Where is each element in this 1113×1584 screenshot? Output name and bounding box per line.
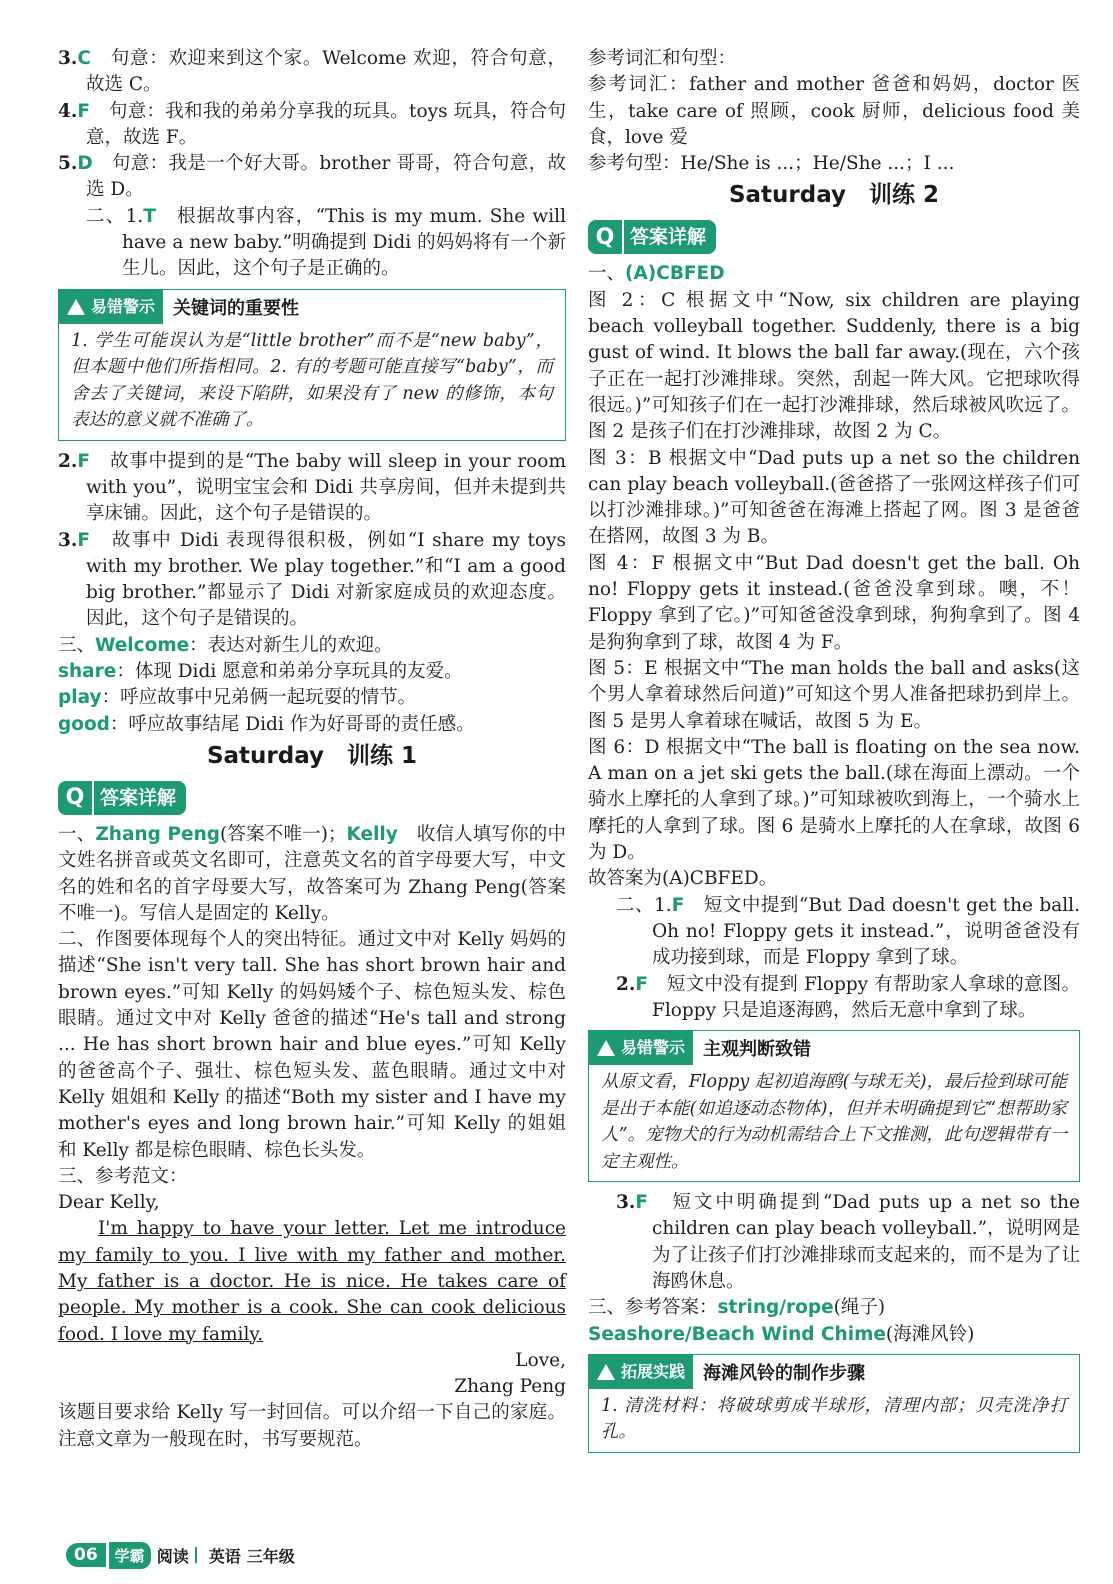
footer-divider <box>195 1547 197 1563</box>
letter-body: I'm happy to have your letter. Let me introduce my family to you. I live with my father and mother. My father is a doctor. He is nice. He takes care of people. My mother is a cook. She can cook delicious food. I love my family. <box>58 1218 566 1345</box>
warning-title: 主观判断致错 <box>703 1039 812 1061</box>
training2-part1: 一、(A)CBFED <box>588 263 725 285</box>
training2-part3: 三、参考答案：string/rope(绳子) <box>588 1297 886 1319</box>
reference-heading: 参考词汇和句型： <box>588 48 737 69</box>
letter-greeting: Dear Kelly, <box>58 1192 160 1214</box>
warning-icon <box>597 1040 615 1056</box>
answer-detail-header-2: Q 答案详解 <box>588 219 1080 255</box>
warning-box-subjective <box>588 1030 1080 1182</box>
part2-answer-2: 2.F 故事中提到的是“The baby will sleep in your room with you”，说明宝宝会和 Didi 共享房间，但并未提到共享床铺。因此，这个句子是错误的。 <box>58 450 566 525</box>
part3-share: share：体现 Didi 愿意和弟弟分享玩具的友爱。 <box>58 661 463 683</box>
warning-body: 1. 学生可能误认为是“little brother”而不是“new baby”，但本题中他们所指相同。2. 有的考题可能直接写“baby”，而舍去了关键词，来设下陷阱，如果没有了 new 的修饰，本句表达的意义就不准确了。 <box>71 330 553 431</box>
practice-tag: 拓展实践 <box>589 1355 693 1389</box>
section-title-training-1: Saturday 训练 1 <box>206 742 418 769</box>
part3-good: good：呼应故事结尾 Didi 作为好哥哥的责任感。 <box>58 713 475 735</box>
training2-part2-2: 2.F 短文中没有提到 Floppy 有帮助家人拿球的意图。Floppy 只是追逐海鸥，然后无意中拿到了球。 <box>616 973 1080 1021</box>
footer-grade: 三年级 <box>246 1546 295 1566</box>
answer-4: 4.F 句意：我和我的弟弟分享我的玩具。toys 玩具，符合句意，故选 F。 <box>58 100 566 148</box>
right-column <box>588 46 1080 1461</box>
letter-closing: Love, <box>515 1349 566 1371</box>
picture-5-explain: 图 5：E 根据文中“The man holds the ball and asks(这个男人拿着球然后问道)”可知这个男人准备把球扔到岸上。图 5 是男人拿着球在喊话，故图 5 为 E。 <box>588 657 1080 732</box>
footer-subject: 英语 <box>208 1546 241 1566</box>
picture-4-explain: 图 4：F 根据文中“But Dad doesn't get the ball. Oh no! Floppy gets it instead.(爸爸没拿到球。噢，不！Floppy 拿到了它。)”可知爸爸没拿到球，狗狗拿到了。图 4 是狗狗拿到了球，故图 4 为 F。 <box>588 552 1080 653</box>
reference-vocab: 参考词汇：father and mother 爸爸和妈妈，doctor 医生，take care of 照顾，cook 厨师，delicious food 美食，love 爱 <box>588 74 1080 148</box>
brand-badge: 学霸 <box>109 1542 151 1569</box>
practice-box-windchime <box>588 1354 1080 1453</box>
warning-tag: 易错警示 <box>589 1031 693 1065</box>
section-title-training-2: Saturday 训练 2 <box>728 182 940 209</box>
training1-part2: 二、作图要体现每个人的突出特征。通过文中对 Kelly 妈妈的描述“She isn't very tall. She has short brown hair and brown eyes.”可知 Kelly 的妈妈矮个子、棕色短头发、棕色眼睛。通过文中对 Kelly 爸爸的描述“He's tall and strong ... He has short brown hair and blue eyes.”可知 Kelly 的爸爸高个子、强壮、棕色短头发、蓝色眼睛。通过文中对 Kelly 姐姐和 Kelly 的描述“Both my sister and I have my mother's eyes and long brown hair.”可知 Kelly 的姐姐和 Kelly 都是棕色眼睛、棕色长头发。 <box>58 929 566 1161</box>
warning-body: 从原文看，Floppy 起初追海鸥(与球无关)，最后捡到球可能是出于本能(如追逐动态物体)，但并未明确提到它“想帮助家人”。宠物犬的行为动机需结合上下文推测，此句逻辑带有一定主观性。 <box>601 1072 1067 1172</box>
training2-part2-3: 3.F 短文中明确提到“Dad puts up a net so the children can play beach volleyball.”，说明网是为了让孩子们打沙滩排球而支起来的，而不是为了让海鸥休息。 <box>616 1192 1080 1292</box>
training2-part2-1: 二、1.F 短文中提到“But Dad doesn't get the ball. Oh no! Floppy gets it instead.”，说明爸爸没有成功接到球，而是 Floppy 拿到了球。 <box>616 894 1080 969</box>
warning-title: 关键词的重要性 <box>173 297 300 319</box>
part2-answer-3: 3.F 故事中 Didi 表现得很积极，例如“I share my toys with my brother. We play together.”和“I am a good big brother.”都显示了 Didi 对新家庭成员的欢迎态度。因此，这个句子是错误的。 <box>58 529 566 630</box>
warning-box-keyword <box>58 289 566 441</box>
search-icon: Q <box>58 781 92 815</box>
left-column <box>58 46 566 1453</box>
answer-detail-header: Q 答案详解 <box>58 780 566 816</box>
warning-tag: 易错警示 <box>59 290 163 324</box>
picture-2-explain: 图 2：C 根据文中“Now, six children are playing beach volleyball together. Suddenly, there is a big gust of wind. It blows the ball far away.(现在，六个孩子正在一起打沙滩排球。突然，刮起一阵大风。它把球吹得很远。)”可知孩子们在一起打沙滩排球，然后球被风吹远了。图 2 是孩子们在打沙滩排球，故图 2 为 C。 <box>588 289 1080 443</box>
answer-5: 5.D 句意：我是一个好大哥。brother 哥哥，符合句意，故选 D。 <box>58 153 566 201</box>
footer-reading: 阅读 <box>156 1546 189 1566</box>
picture-6-explain: 图 6：D 根据文中“The ball is floating on the sea now. A man on a jet ski gets the ball.(球在海面上漂动。一个骑水上摩托的人拿到了球。)”可知球被吹到海上，一个骑水上摩托的人拿到了球。图 6 是骑水上摩托的人在拿球，故图 6 为 D。 <box>588 736 1080 864</box>
part2-answer-1: 二、1.T 根据故事内容，“This is my mum. She will have a new baby.”明确提到 Didi 的妈妈将有一个新生儿。因此，这个句子是正确的。 <box>86 205 566 280</box>
practice-title: 海滩风铃的制作步骤 <box>703 1362 866 1384</box>
training1-part3: 三、参考范文： <box>58 1165 188 1187</box>
search-icon: Q <box>588 220 622 254</box>
practice-body: 1. 清洗材料：将破球剪成半球形，清理内部；贝壳洗净打孔。 <box>601 1395 1067 1443</box>
part3-play: play：呼应故事中兄弟俩一起玩耍的情节。 <box>58 687 417 709</box>
picture-3-explain: 图 3：B 根据文中“Dad puts up a net so the children can play beach volleyball.(爸爸搭了一张网这样孩子们可以打沙滩排球。)”可知爸爸在海滩上搭起了网。图 3 是爸爸在搭网，故图 3 为 B。 <box>588 447 1080 548</box>
reference-sentences: 参考句型：He/She is ...；He/She ...；I ... <box>588 153 955 175</box>
warning-icon <box>67 299 85 315</box>
page-footer <box>66 1540 295 1570</box>
letter-signature: Zhang Peng <box>454 1376 566 1398</box>
training1-part1: 一、Zhang Peng(答案不唯一)；Kelly 收信人填写你的中文姓名拼音或英文名即可，注意英文名的首字母要大写，中文名的姓和名的首字母要大写，故答案可为 Zhang Peng(答案不唯一)。写信人是固定的 Kelly。 <box>58 823 566 924</box>
letter-note: 该题目要求给 Kelly 写一封回信。可以介绍一下自己的家庭。注意文章为一般现在时，书写要规范。 <box>58 1402 566 1450</box>
answer-3: 3.C 句意：欢迎来到这个家。Welcome 欢迎，符合句意，故选 C。 <box>58 48 566 96</box>
part1-final-answer: 故答案为(A)CBFED。 <box>588 868 778 890</box>
training2-part3-alt: Seashore/Beach Wind Chime(海滩风铃) <box>588 1323 975 1345</box>
part3-welcome: 三、Welcome：表达对新生儿的欢迎。 <box>58 634 393 656</box>
page-number: 06 <box>66 1543 106 1567</box>
warning-icon <box>597 1364 615 1380</box>
